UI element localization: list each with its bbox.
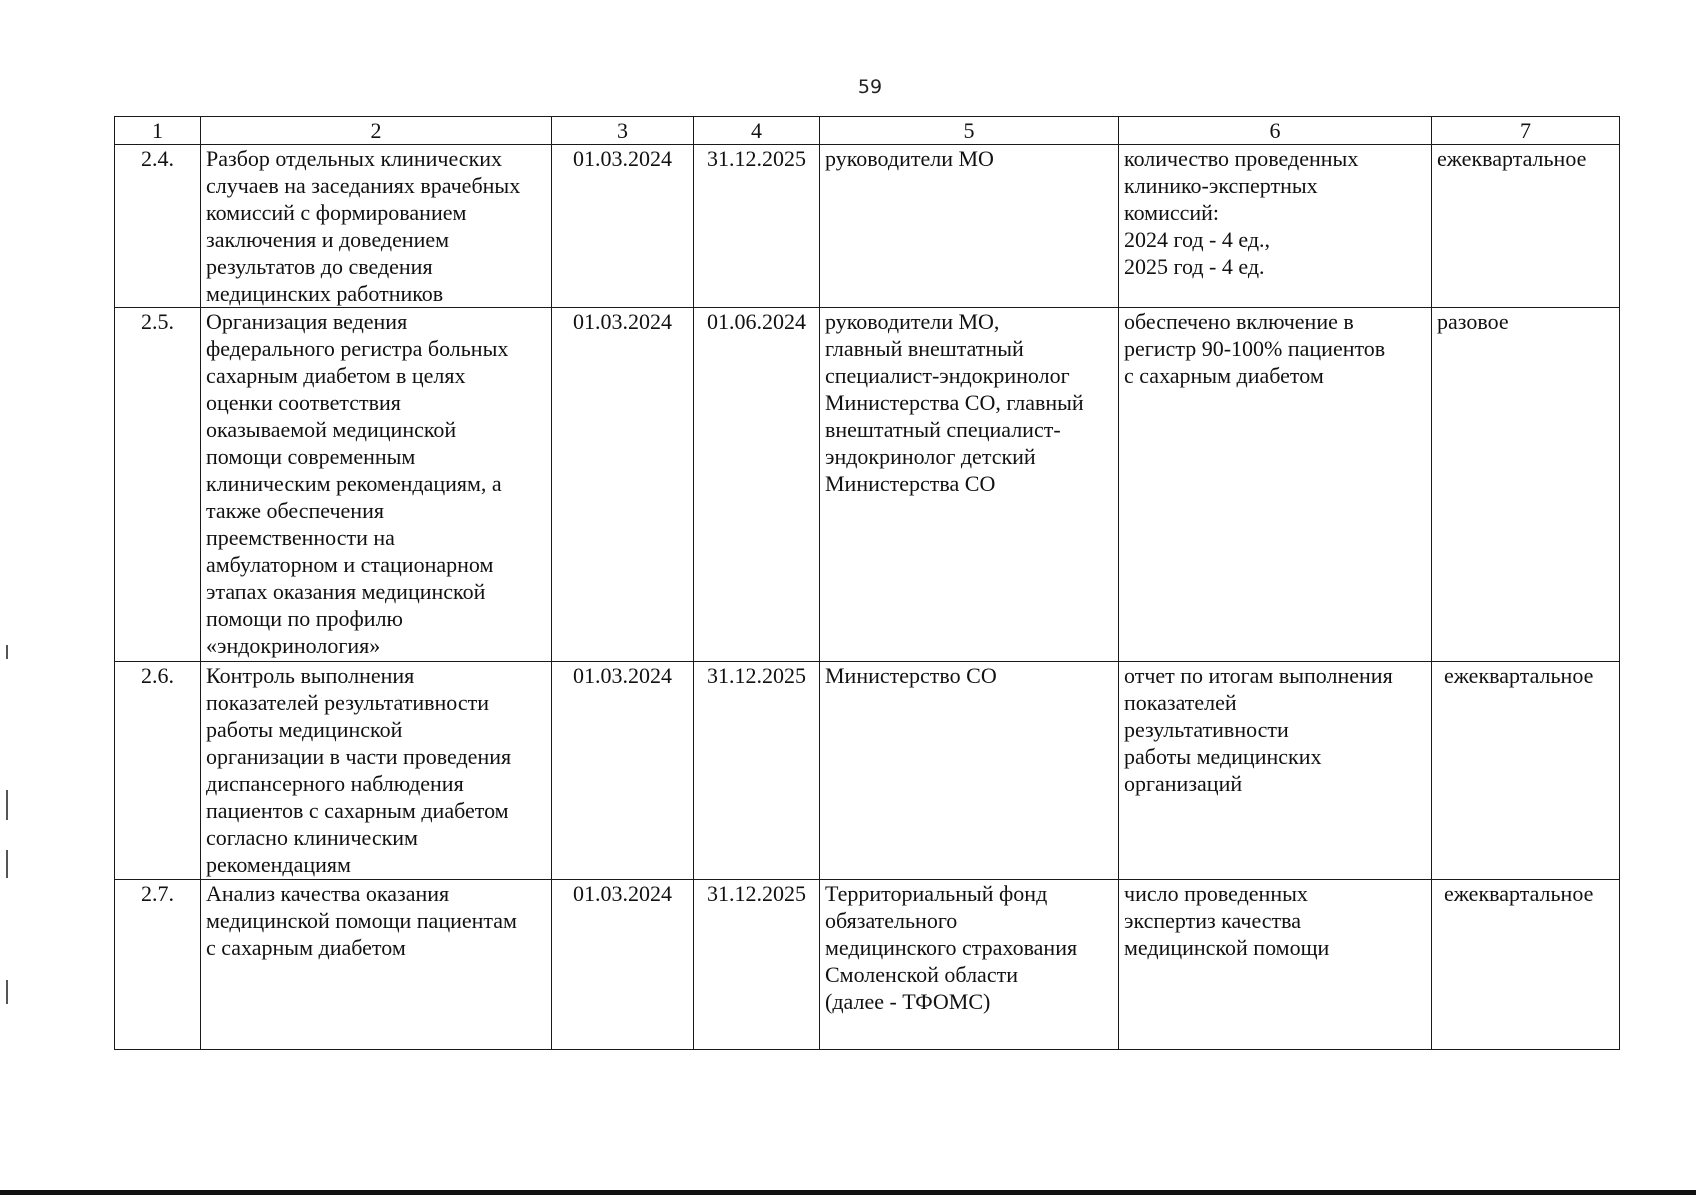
- column-header-7: 7: [1432, 117, 1620, 145]
- header-row: [115, 117, 1620, 145]
- activity-cell: Организация ведения федерального регистра больных сахарным диабетом в целях оценки соответствия оказываемой медицинской помощи современным клиническим рекомендациям, а также обеспечения преемственности на амбулаторном и стационарном этапах оказания медицинской помощи по профилю «эндокринология»: [201, 308, 552, 662]
- table-row: [115, 308, 1620, 662]
- start-date-cell: 01.03.2024: [552, 880, 694, 1050]
- scan-margin-mark: [6, 980, 8, 1004]
- row-number: 2.4.: [115, 145, 201, 308]
- frequency-cell: ежеквартальное: [1432, 145, 1620, 308]
- indicator-cell: обеспечено включение в регистр 90-100% пациентов с сахарным диабетом: [1119, 308, 1432, 662]
- bottom-rule: [0, 1190, 1696, 1195]
- responsible-cell: руководители МО, главный внештатный специалист-эндокринолог Министерства СО, главный внештатный специалист- эндокринолог детский Министерства СО: [820, 308, 1119, 662]
- frequency-cell: ежеквартальное: [1432, 662, 1620, 880]
- row-number: 2.6.: [115, 662, 201, 880]
- activity-cell: Разбор отдельных клинических случаев на заседаниях врачебных комиссий с формированием заключения и доведением результатов до сведения медицинских работников: [201, 145, 552, 308]
- start-date-cell: 01.03.2024: [552, 145, 694, 308]
- table-row: [115, 145, 1620, 308]
- activity-cell: Контроль выполнения показателей результативности работы медицинской организации в части проведения диспансерного наблюдения пациентов с сахарным диабетом согласно клиническим рекомендациям: [201, 662, 552, 880]
- action-plan-table: [114, 116, 1620, 1050]
- start-date-cell: 01.03.2024: [552, 662, 694, 880]
- column-header-4: 4: [694, 117, 820, 145]
- column-header-3: 3: [552, 117, 694, 145]
- responsible-cell: Территориальный фонд обязательного медицинского страхования Смоленской области (далее - ТФОМС): [820, 880, 1119, 1050]
- indicator-cell: число проведенных экспертиз качества медицинской помощи: [1119, 880, 1432, 1050]
- end-date-cell: 01.06.2024: [694, 308, 820, 662]
- column-header-2: 2: [201, 117, 552, 145]
- column-header-6: 6: [1119, 117, 1432, 145]
- indicator-cell: отчет по итогам выполнения показателей результативности работы медицинских организаций: [1119, 662, 1432, 880]
- responsible-cell: руководители МО: [820, 145, 1119, 308]
- scan-margin-mark: [6, 790, 8, 820]
- end-date-cell: 31.12.2025: [694, 145, 820, 308]
- column-header-1: 1: [115, 117, 201, 145]
- end-date-cell: 31.12.2025: [694, 880, 820, 1050]
- indicator-cell: количество проведенных клинико-экспертных комиссий: 2024 год - 4 ед., 2025 год - 4 ед.: [1119, 145, 1432, 308]
- scan-margin-mark: [6, 850, 8, 878]
- end-date-cell: 31.12.2025: [694, 662, 820, 880]
- row-number: 2.5.: [115, 308, 201, 662]
- frequency-cell: разовое: [1432, 308, 1620, 662]
- scan-margin-mark: [6, 645, 8, 659]
- row-number: 2.7.: [115, 880, 201, 1050]
- activity-cell: Анализ качества оказания медицинской помощи пациентам с сахарным диабетом: [201, 880, 552, 1050]
- frequency-cell: ежеквартальное: [1432, 880, 1620, 1050]
- table-row: [115, 662, 1620, 880]
- page-number: 59: [857, 76, 883, 98]
- column-header-5: 5: [820, 117, 1119, 145]
- start-date-cell: 01.03.2024: [552, 308, 694, 662]
- responsible-cell: Министерство СО: [820, 662, 1119, 880]
- table-row: [115, 880, 1620, 1050]
